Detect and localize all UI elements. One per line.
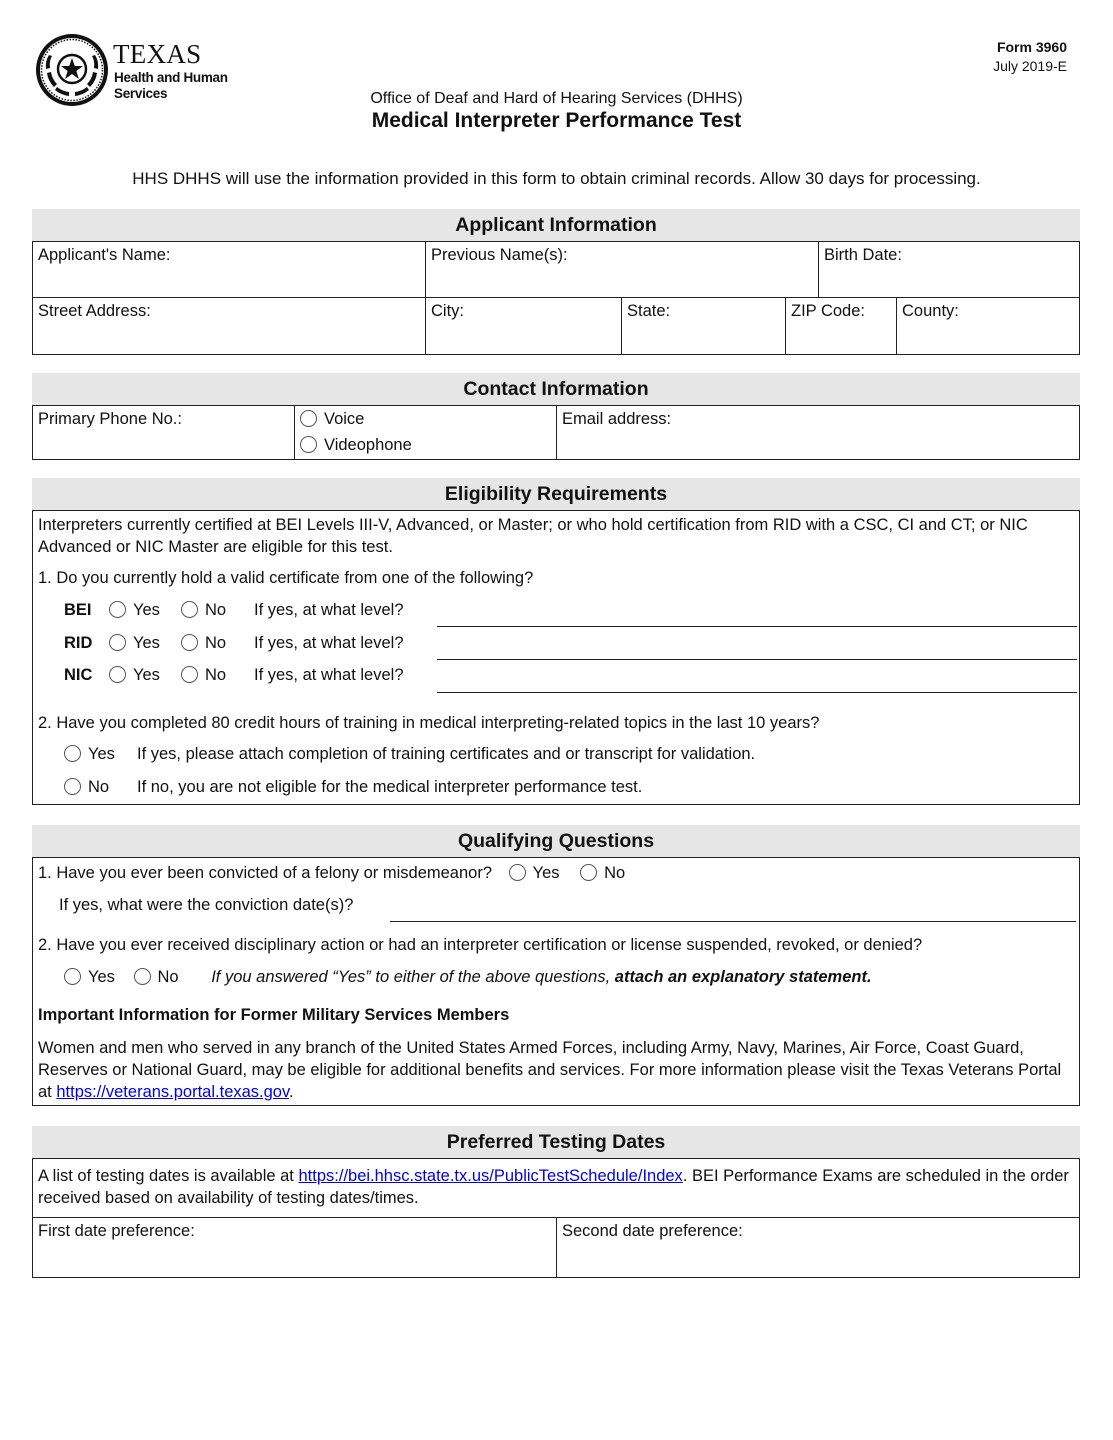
conviction-dates-input[interactable] <box>390 921 1076 922</box>
radio-label: No <box>205 666 227 684</box>
training-yes-note: If yes, please attach completion of training certificates and or transcript for validation. <box>137 745 756 763</box>
military-heading: Important Information for Former Military Services Members <box>38 1006 510 1024</box>
second-date-preference-field[interactable] <box>557 1218 1079 1277</box>
videophone-radio[interactable] <box>300 436 317 453</box>
field-label: City: <box>431 302 464 320</box>
logo-line-2: Health and Human <box>114 70 228 85</box>
field-label: Primary Phone No.: <box>38 410 182 428</box>
state-field[interactable] <box>622 298 786 354</box>
previous-names-field[interactable] <box>426 242 819 297</box>
field-label: State: <box>627 302 671 320</box>
conviction-dates-prompt: If yes, what were the conviction date(s)? <box>59 896 354 914</box>
radio-label: No <box>88 778 110 796</box>
explanatory-note-emphasis: attach an explanatory statement. <box>614 968 872 986</box>
office-name: Office of Deaf and Hard of Hearing Services (DHHS) <box>370 90 743 107</box>
field-label: Birth Date: <box>824 246 902 264</box>
first-date-preference-field[interactable] <box>33 1218 557 1277</box>
conviction-question: 1. Have you ever been convicted of a felony or misdemeanor? <box>38 864 493 882</box>
field-label: County: <box>902 302 959 320</box>
cert-question: 1. Do you currently hold a valid certificate from one of the following? <box>38 569 534 587</box>
training-yes-radio[interactable] <box>64 745 81 762</box>
training-yes-row <box>64 745 1064 764</box>
street-address-field[interactable] <box>33 298 426 354</box>
form-number: Form 3960 <box>996 39 1067 55</box>
radio-label: Yes <box>133 666 160 684</box>
testing-intro-rest: . BEI Performance Exams are scheduled in the order received based on availability of testing dates/times. <box>38 1167 1069 1207</box>
conviction-yes-radio[interactable] <box>509 864 526 881</box>
logo-texas: TEXAS <box>113 39 202 69</box>
bei-level-input[interactable] <box>437 626 1077 627</box>
city-field[interactable] <box>426 298 622 354</box>
rid-yes-radio[interactable] <box>109 634 126 651</box>
field-label: Applicant's Name: <box>38 246 171 264</box>
county-field[interactable] <box>897 298 1079 354</box>
section-heading: Applicant Information <box>32 209 1080 242</box>
radio-label: Yes <box>88 968 115 986</box>
eligibility-requirements-section <box>32 478 1080 805</box>
field-label: ZIP Code: <box>791 302 865 320</box>
radio-label: Yes <box>133 634 160 652</box>
form-date: July 2019-E <box>993 58 1067 74</box>
voice-radio[interactable] <box>300 410 317 427</box>
military-info <box>38 1037 1074 1103</box>
primary-phone-field[interactable] <box>33 406 295 459</box>
cert-row-bei <box>64 601 1074 625</box>
military-text: Women and men who served in any branch of the United States Armed Forces, including Army, Navy, Marines, Air Force, Coast Guard, Reserves or National Guard, may be eligible for additional benefits and services. For more information please visit the Texas Veterans Portal at <box>38 1039 1062 1101</box>
level-prompt: If yes, at what level? <box>254 634 404 652</box>
nic-no-radio[interactable] <box>181 666 198 683</box>
testing-intro: A list of testing dates is available at <box>38 1167 294 1185</box>
phone-type-group <box>295 406 557 459</box>
section-heading: Qualifying Questions <box>32 825 1080 858</box>
disciplinary-yes-radio[interactable] <box>64 968 81 985</box>
radio-label: Videophone <box>324 436 412 454</box>
radio-label: No <box>157 968 179 986</box>
test-schedule-link[interactable]: https://bei.hhsc.state.tx.us/PublicTestSchedule/Index <box>298 1167 683 1185</box>
veterans-portal-link[interactable]: https://veterans.portal.texas.gov <box>56 1083 290 1101</box>
field-label: Email address: <box>562 410 672 428</box>
qualifying-questions-section <box>32 825 1080 1106</box>
rid-no-radio[interactable] <box>181 634 198 651</box>
explanatory-note: If you answered “Yes” to either of the above questions, <box>211 968 611 986</box>
cert-row-nic <box>64 666 1074 690</box>
disciplinary-question: 2. Have you ever received disciplinary action or had an interpreter certification or license suspended, revoked, or denied? <box>38 936 923 954</box>
radio-label: Yes <box>88 745 115 763</box>
rid-level-input[interactable] <box>437 659 1077 660</box>
training-no-row <box>64 778 1064 797</box>
radio-label: Yes <box>532 864 560 882</box>
preferred-testing-dates-section <box>32 1126 1080 1278</box>
testing-dates-info <box>33 1159 1079 1217</box>
section-heading: Contact Information <box>32 373 1080 406</box>
conviction-no-radio[interactable] <box>580 864 597 881</box>
nic-yes-radio[interactable] <box>109 666 126 683</box>
email-address-field[interactable] <box>557 406 1079 459</box>
training-no-radio[interactable] <box>64 778 81 795</box>
radio-label: Yes <box>133 601 160 619</box>
form-number-block <box>993 38 1067 76</box>
birth-date-field[interactable] <box>819 242 1079 297</box>
cert-name: NIC <box>64 666 93 684</box>
zip-code-field[interactable] <box>786 298 897 354</box>
logo-line-3: Services <box>114 86 168 101</box>
bei-yes-radio[interactable] <box>109 601 126 618</box>
section-heading: Eligibility Requirements <box>32 478 1080 511</box>
bei-no-radio[interactable] <box>181 601 198 618</box>
disciplinary-no-radio[interactable] <box>134 968 151 985</box>
applicant-name-field[interactable] <box>33 242 426 297</box>
field-label: First date preference: <box>38 1222 195 1240</box>
cert-row-rid <box>64 634 1074 658</box>
training-no-note: If no, you are not eligible for the medical interpreter performance test. <box>137 778 643 796</box>
radio-label: No <box>205 634 227 652</box>
field-label: Street Address: <box>38 302 151 320</box>
level-prompt: If yes, at what level? <box>254 601 404 619</box>
processing-notice: HHS DHHS will use the information provided in this form to obtain criminal records. Allow 30 days for processing. <box>132 169 981 188</box>
level-prompt: If yes, at what level? <box>254 666 404 684</box>
radio-label: No <box>205 601 227 619</box>
conviction-question-row <box>38 864 625 883</box>
section-heading: Preferred Testing Dates <box>32 1126 1080 1159</box>
contact-information-section <box>32 373 1080 460</box>
period: . <box>289 1083 294 1101</box>
radio-label: No <box>604 864 626 882</box>
nic-level-input[interactable] <box>437 692 1077 693</box>
field-label: Second date preference: <box>562 1222 743 1240</box>
page-title: Medical Interpreter Performance Test <box>371 109 742 132</box>
field-label: Previous Name(s): <box>431 246 568 264</box>
training-question: 2. Have you completed 80 credit hours of training in medical interpreting-related topics in the last 10 years? <box>38 714 820 732</box>
applicant-information-section <box>32 209 1080 355</box>
cert-name: BEI <box>64 601 92 619</box>
cert-name: RID <box>64 634 93 652</box>
radio-label: Voice <box>324 410 365 428</box>
eligibility-intro: Interpreters currently certified at BEI Levels III-V, Advanced, or Master; or who hold certification from RID with a CSC, CI and CT; or NIC Advanced or NIC Master are eligible for this test. <box>38 516 1028 556</box>
disciplinary-answer-row <box>64 968 1064 987</box>
